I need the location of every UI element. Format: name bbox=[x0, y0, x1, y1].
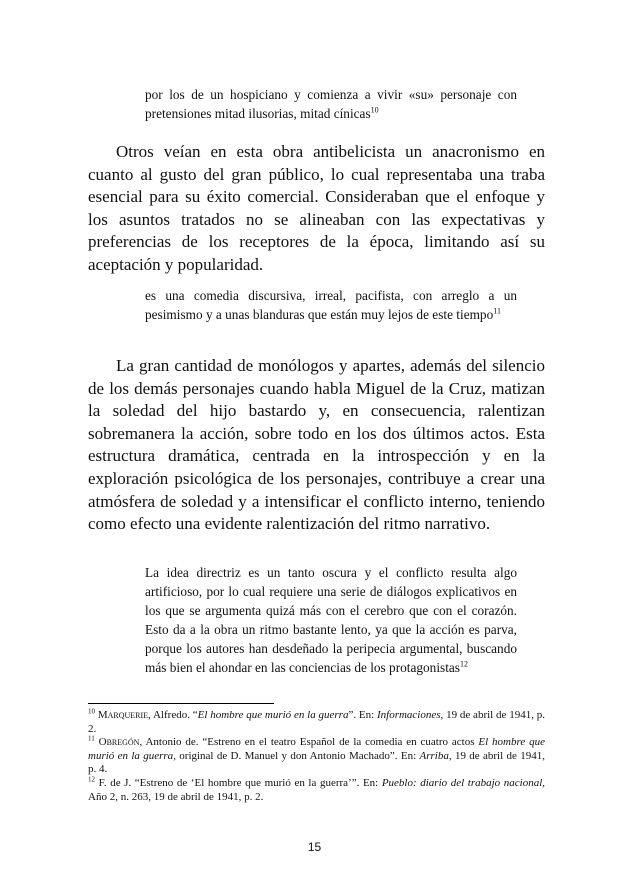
footnote-ref-12[interactable]: 12 bbox=[459, 659, 468, 669]
quote-3-text: La idea directriz es un tanto oscura y el conflicto resulta algo artificioso, por lo cual requiere una serie de diálogos explicativos en los que se argumenta quizá más con el cerebro que con el corazón. Esto da a la obra un ritmo bastante lento, ya que la acción es parva, porque los autores han desdeñado la peripecia argumental, buscando más bien el ahondar en las conciencias de los protagonistas bbox=[145, 565, 517, 675]
footnotes bbox=[88, 709, 545, 804]
footnote-11-text-a: , Antonio de. “Estreno en el teatro Español de la comedia en cuatro actos bbox=[139, 736, 479, 749]
footnote-10 bbox=[88, 709, 545, 736]
footnote-11 bbox=[88, 736, 545, 777]
footnote-11-text-b: , original de D. Manuel y don Antonio Machado”. En: bbox=[173, 749, 420, 762]
footnote-12 bbox=[88, 777, 545, 804]
footnote-12-number: 12 bbox=[88, 775, 95, 784]
footnote-12-text-b: , Año 2, n. 263, 19 de abril de 1941, p. 2. bbox=[88, 776, 546, 803]
footnote-10-number: 10 bbox=[88, 707, 95, 716]
footnote-10-text-c: , 19 de abril de 1941, p. 2. bbox=[88, 709, 546, 735]
block-quote-2 bbox=[145, 286, 517, 324]
footnote-12-text-a: F. de J. “Estreno de ‘El hombre que murió en la guerra’”. En: bbox=[98, 776, 382, 789]
footnote-11-source: Arriba bbox=[419, 749, 449, 762]
footnote-11-title: El hombre que murió en la guerra bbox=[88, 736, 545, 762]
quote-1-text: por los de un hospiciano y comienza a vivir «su» personaje con pretensiones mitad ilusorias, mitad cínicas bbox=[145, 87, 517, 121]
footnote-11-number: 11 bbox=[88, 734, 95, 743]
footnote-12-source: Pueblo: diario del trabajo nacional bbox=[381, 776, 543, 789]
footnote-ref-10[interactable]: 10 bbox=[370, 105, 379, 115]
footnote-10-text-b: ”. En: bbox=[348, 709, 377, 721]
quote-2-text: es una comedia discursiva, irreal, pacifista, con arreglo a un pesimismo y a unas blanduras que están muy lejos de este tiempo bbox=[145, 288, 517, 322]
block-quote-3 bbox=[145, 563, 517, 677]
footnote-separator bbox=[88, 703, 274, 704]
body-paragraph-2: La gran cantidad de monólogos y apartes, además del silencio de los demás personajes cuando habla Miguel de la Cruz, matizan la soledad del hijo bastardo y, en consecuencia, ralentizan sobremanera la acción, sobre todo en los dos últimos actos. Esta estructura dramática, centrada en la introspección y en la exploración psicológica de los personajes, contribuye a crear una atmósfera de soledad y a intensificar el conflicto interno, teniendo como efecto una evidente ralentización del ritmo narrativo. bbox=[88, 356, 545, 534]
footnote-10-text-a: , Alfredo. “ bbox=[148, 709, 198, 721]
footnote-11-author: Obregón bbox=[98, 736, 140, 749]
block-quote-1 bbox=[145, 85, 517, 123]
footnote-10-source: Informaciones bbox=[376, 709, 441, 721]
body-paragraph-1: Otros veían en esta obra antibelicista un anacronismo en cuanto al gusto del gran público, lo cual representaba una traba esencial para su éxito comercial. Consideraban que el enfoque y los asuntos tratados no se alineaban con las expectativas y preferencias de los receptores de la época, limitando así su aceptación y popularidad. bbox=[88, 142, 545, 274]
footnote-10-title: El hombre que murió en la guerra bbox=[197, 709, 349, 721]
footnote-ref-11[interactable]: 11 bbox=[493, 306, 501, 316]
page-number: 15 bbox=[307, 840, 322, 854]
footnote-11-text-c: , 19 de abril de 1941, p. 4. bbox=[88, 749, 545, 776]
footnote-10-author: Marquerie bbox=[97, 709, 149, 721]
